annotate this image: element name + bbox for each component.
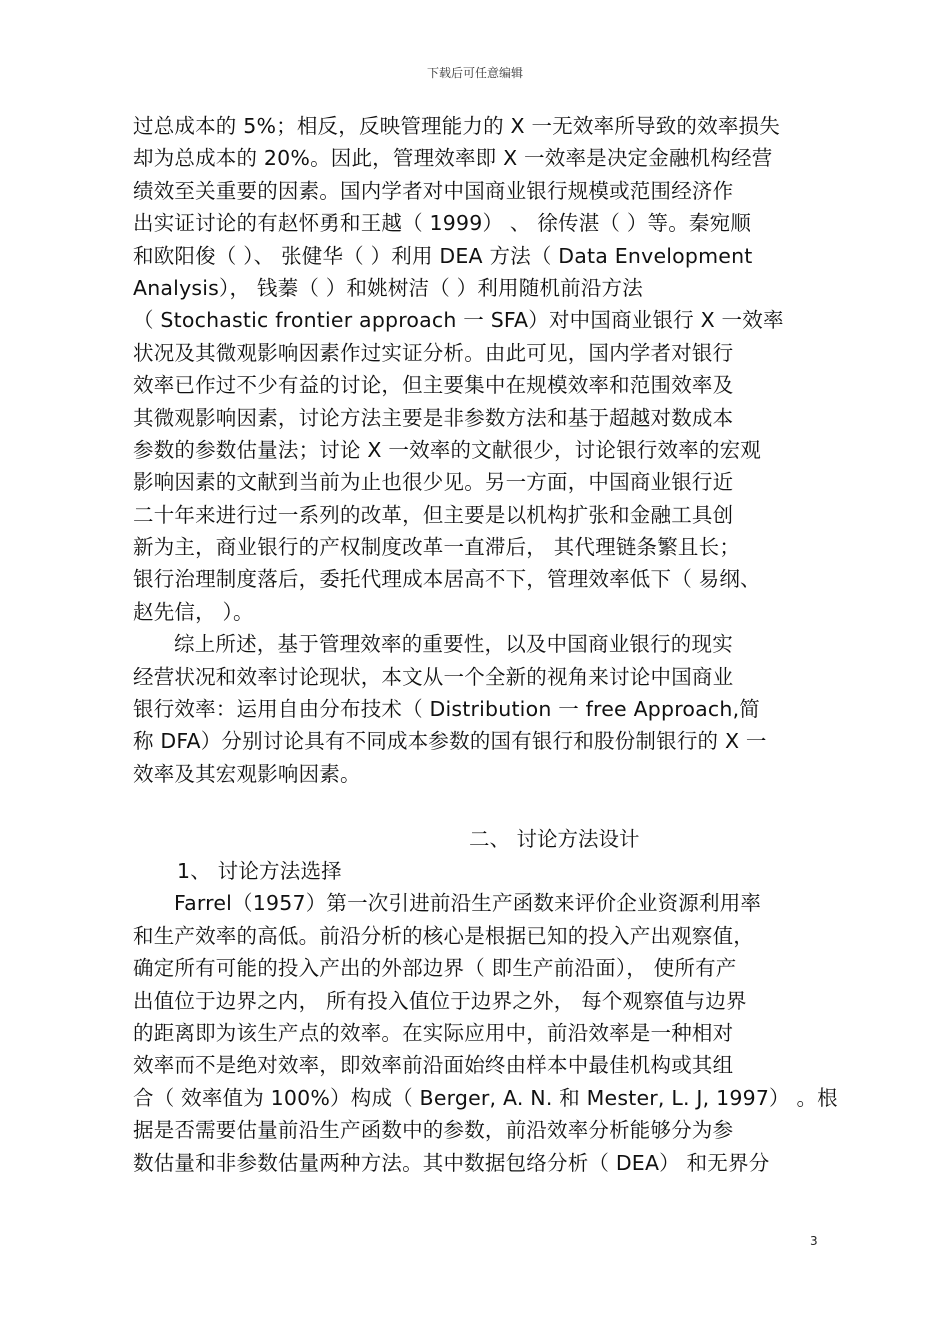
text-line: 经营状况和效率讨论现状，本文从一个全新的视角来讨论中国商业 [133,664,734,689]
text-line: 和生产效率的高低。前沿分析的核心是根据已知的投入产出观察值， [133,923,754,948]
text-line: 据是否需要估量前沿生产函数中的参数，前沿效率分析能够分为参 [133,1118,734,1143]
text-line: 效率已作过不少有益的讨论，但主要集中在规模效率和范围效率及 [133,373,734,398]
document-body [133,110,838,1179]
blank-line [133,790,823,822]
text-line: 银行效率：运用自由分布技术（ Distribution 一 free Approach,简 [133,697,760,722]
page-header: 下载后可任意编辑 [426,66,523,80]
section-heading: 二、 讨论方法设计 [469,826,640,851]
paragraph-2 [133,628,823,790]
text-line: 出实证讨论的有赵怀勇和王越（ 1999） 、 徐传湛（ ）等。秦宛顺 [133,211,752,236]
text-line: 参数的参数估量法；讨论 X 一效率的文献很少，讨论银行效率的宏观 [133,437,761,462]
text-line: 数估量和非参数估量两种方法。其中数据包络分析（ DEA） 和无界分 [133,1150,770,1175]
text-line: 赵先信， ）。 [133,599,254,624]
text-line: 新为主，商业银行的产权制度改革一直滞后， 其代理链条繁且长； [133,535,741,560]
text-line: 银行治理制度落后，委托代理成本居高不下，管理效率低下（ 易纲、 [133,567,761,592]
text-line: Farrel（1957）第一次引进前沿生产函数来评价企业资源利用率 [174,891,762,916]
text-line: 的距离即为该生产点的效率。在实际应用中，前沿效率是一种相对 [133,1020,734,1045]
text-line: 出值位于边界之内， 所有投入值位于边界之外， 每个观察值与边界 [133,988,747,1013]
text-line: 和欧阳俊（ ）、 张健华（ ）利用 DEA 方法（ Data Envelopment [133,243,753,268]
text-line: Analysis）， 钱蓁（ ）和姚树洁（ ）利用随机前沿方法 [133,275,643,300]
text-line: 过总成本的 5%；相反，反映管理能力的 X 一无效率所导致的效率损失 [133,114,780,138]
text-line: 效率及其宏观影响因素。 [133,761,361,786]
paragraph-3 [133,887,838,1179]
text-line: （ Stochastic frontier approach 一 SFA）对中国商业银行 X 一效率 [133,308,784,333]
text-line: 影响因素的文献到当前为止也很少见。另一方面，中国商业银行近 [133,470,734,495]
text-line: 绩效至关重要的因素。国内学者对中国商业银行规模或范围经济作 [133,178,734,203]
text-line: 其微观影响因素，讨论方法主要是非参数方法和基于超越对数成本 [133,405,734,430]
text-line: 综上所述，基于管理效率的重要性，以及中国商业银行的现实 [174,632,733,657]
text-line: 称 DFA）分别讨论具有不同成本参数的国有银行和股份制银行的 X 一 [133,729,767,754]
text-line: 效率而不是绝对效率，即效率前沿面始终由样本中最佳机构或其组 [133,1053,734,1078]
text-line: 却为总成本的 20%。因此，管理效率即 X 一效率是决定金融机构经营 [133,146,773,171]
subsection-heading: 1、 讨论方法选择 [177,858,342,883]
text-line: 二十年来进行过一系列的改革，但主要是以机构扩张和金融工具创 [133,502,734,527]
text-line: 合（ 效率值为 100%）构成（ Berger, A. N. 和 Mester, L. J, 1997） 。根 [133,1085,838,1110]
paragraph-1 [133,110,823,628]
text-line: 状况及其微观影响因素作过实证分析。由此可见，国内学者对银行 [133,340,734,365]
text-line: 确定所有可能的投入产出的外部边界（ 即生产前沿面）， 使所有产 [133,956,737,981]
page-number: 3 [810,1234,818,1248]
